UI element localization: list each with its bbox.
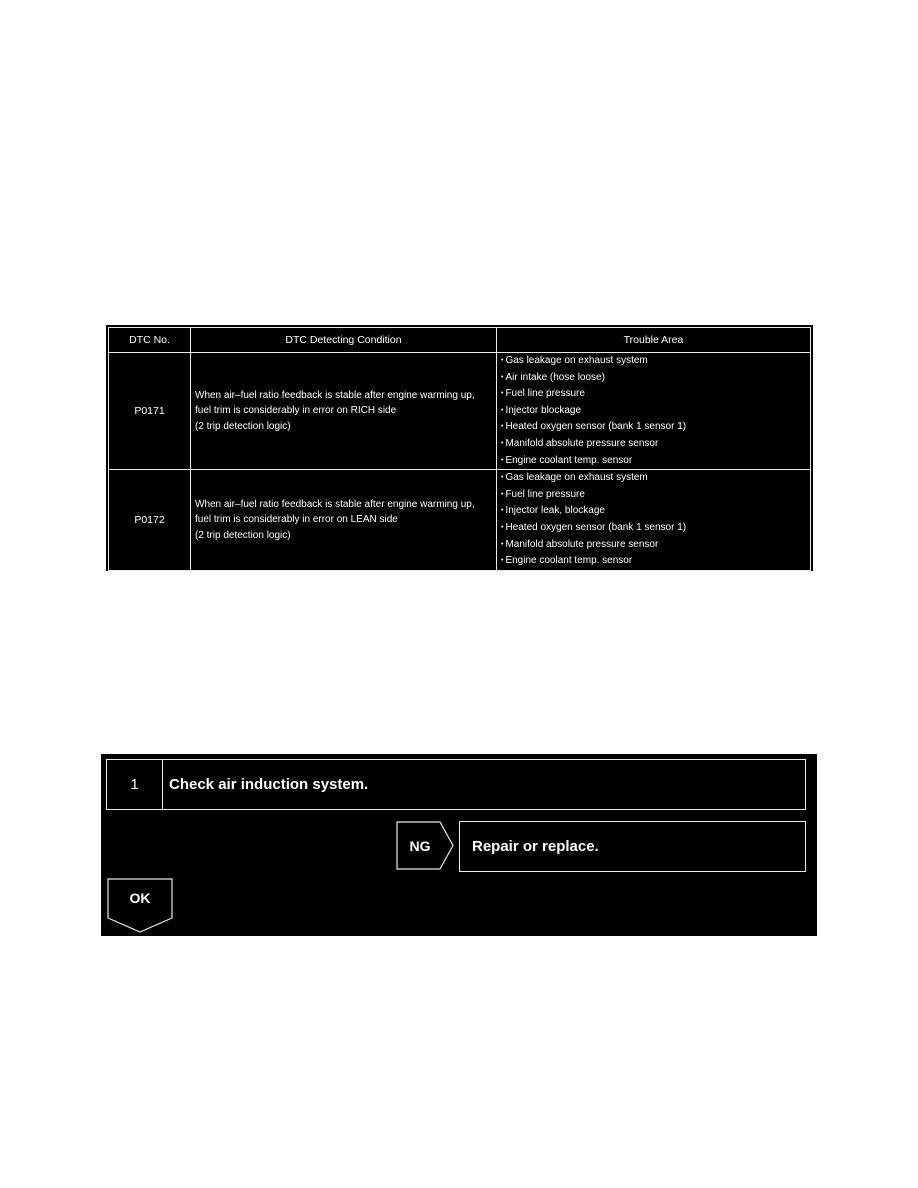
list-item: • Engine coolant temp. sensor [501,453,806,470]
list-item: • Heated oxygen sensor (bank 1 sensor 1) [501,419,806,436]
dtc-code: P0171 [109,353,191,470]
condition-line: fuel trim is considerably in error on RICH side [195,405,397,417]
condition-line: When air–fuel ratio feedback is stable after engine warming up, [195,389,475,401]
list-item: • Air intake (hose loose) [501,370,806,387]
list-item: • Gas leakage on exhaust system [501,353,806,370]
table-row [109,470,811,571]
step-box [106,759,806,810]
header-detecting-condition: DTC Detecting Condition [191,328,497,353]
ng-label: NG [409,837,431,854]
trouble-area-list [501,470,806,570]
ok-label: OK [129,890,151,906]
detecting-condition [191,470,497,571]
trouble-area-cell [497,470,811,571]
list-item: • Injector leak, blockage [501,503,806,520]
dtc-code: P0172 [109,470,191,571]
step-title: Check air induction system. [169,776,369,793]
trouble-area-cell [497,353,811,470]
dtc-table [108,327,811,571]
list-item: • Injector blockage [501,403,806,420]
list-item: • Engine coolant temp. sensor [501,553,806,570]
diagnostic-flow-panel [101,754,817,936]
table-row [109,353,811,470]
condition-line: When air–fuel ratio feedback is stable after engine warming up, [195,498,475,510]
header-trouble-area: Trouble Area [497,328,811,353]
condition-line: (2 trip detection logic) [195,529,291,541]
step-number: 1 [107,760,163,809]
list-item: • Fuel line pressure [501,487,806,504]
condition-line: (2 trip detection logic) [195,420,291,432]
list-item: • Fuel line pressure [501,386,806,403]
list-item: • Gas leakage on exhaust system [501,470,806,487]
dtc-table-panel [106,325,813,571]
ng-action-box: Repair or replace. [459,821,806,872]
list-item: • Manifold absolute pressure sensor [501,537,806,554]
condition-line: fuel trim is considerably in error on LEAN side [195,514,398,526]
list-item: • Heated oxygen sensor (bank 1 sensor 1) [501,520,806,537]
list-item: • Manifold absolute pressure sensor [501,436,806,453]
trouble-area-list [501,353,806,469]
table-header-row [109,328,811,353]
detecting-condition [191,353,497,470]
header-dtc-no: DTC No. [109,328,191,353]
